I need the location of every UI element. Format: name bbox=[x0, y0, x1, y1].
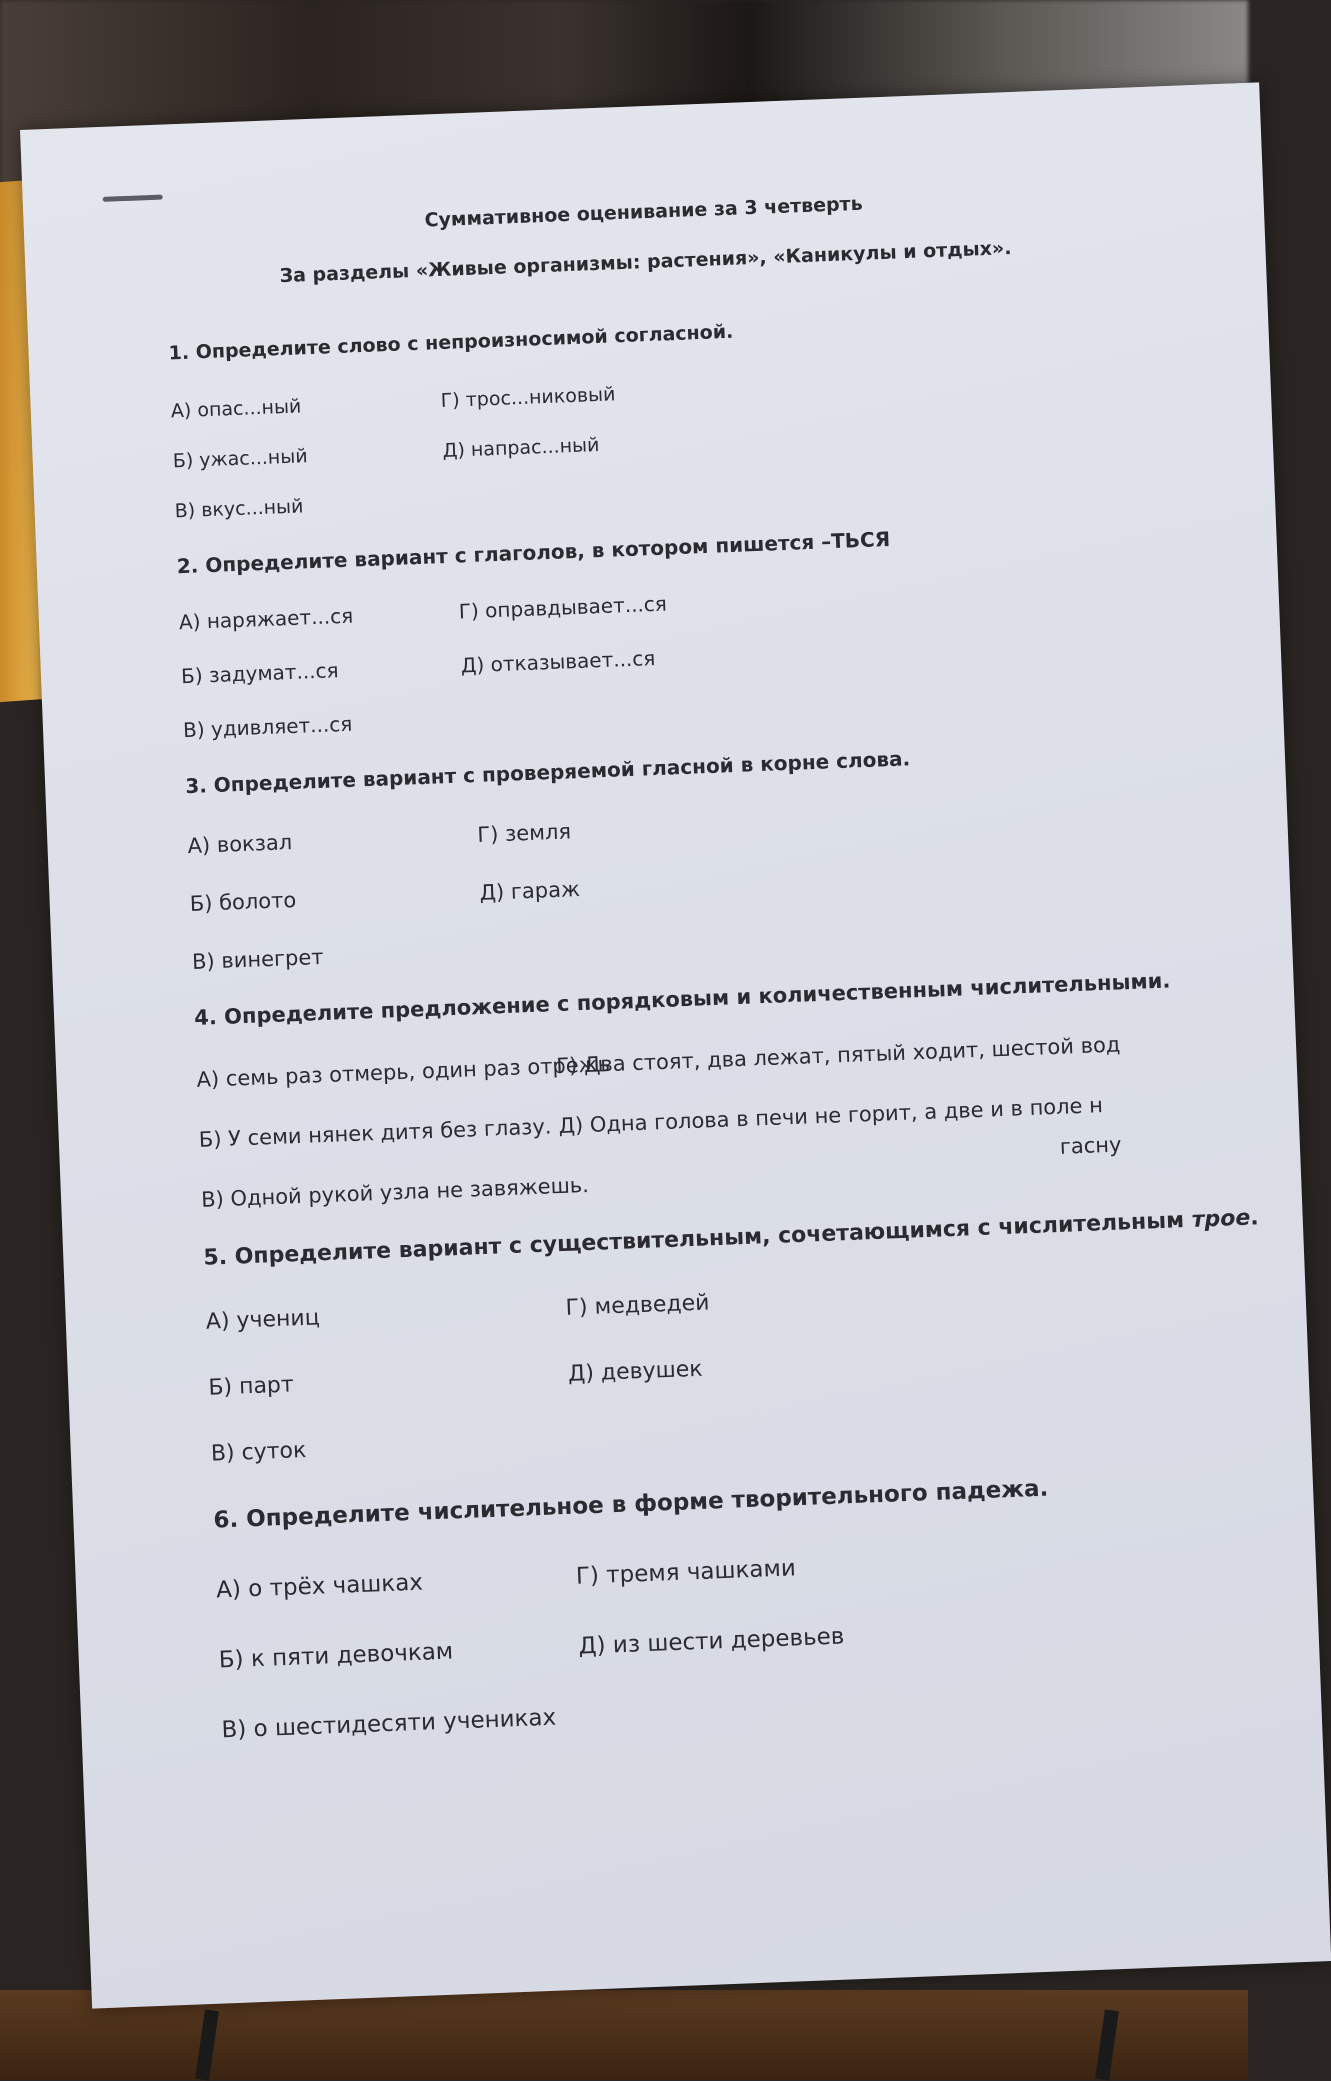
question-5-option-a: А) учениц bbox=[205, 1305, 321, 1335]
question-5-title-text: 5. Определите вариант с существительным, сочетающимся с числительным bbox=[202, 1208, 1185, 1271]
question-4-option-d: Г) Два стоят, два лежат, пятый ходит, шестой вод bbox=[555, 1032, 1121, 1079]
page-subtitle: За разделы «Живые организмы: растения», «Каникулы и отдых». bbox=[279, 237, 1012, 288]
question-5-option-c: В) суток bbox=[210, 1437, 307, 1467]
question-3-option-d: Г) земля bbox=[476, 819, 572, 847]
page-title: Суммативное оценивание за 3 четверть bbox=[424, 192, 864, 232]
question-1-title: 1. Определите слово с непроизносимой согласной. bbox=[168, 320, 734, 365]
question-6-option-b: Б) к пяти девочкам bbox=[218, 1638, 454, 1674]
question-3-option-b: Б) болото bbox=[189, 887, 297, 917]
question-1-option-c: В) вкус...ный bbox=[174, 495, 304, 523]
question-3-title: 3. Определите вариант с проверяемой гласной в корне слова. bbox=[184, 746, 911, 799]
question-6-option-d: Г) тремя чашками bbox=[575, 1555, 797, 1590]
question-5-option-d: Г) медведей bbox=[565, 1290, 710, 1321]
question-2-option-a: А) наряжает...ся bbox=[178, 603, 354, 635]
question-4-overflow-text: гасну bbox=[1059, 1132, 1122, 1159]
question-1-option-a: А) опас...ный bbox=[170, 395, 302, 423]
question-5-title-end: . bbox=[1249, 1205, 1260, 1231]
question-5-option-b: Б) парт bbox=[207, 1372, 295, 1401]
question-1-option-d: Г) трос...никовый bbox=[440, 383, 616, 413]
question-4-option-a: А) семь раз отмерь, один раз отрежь bbox=[196, 1052, 611, 1092]
worksheet-paper bbox=[20, 82, 1331, 2008]
question-6-option-c: В) о шестидесяти учениках bbox=[221, 1704, 557, 1744]
question-4-option-b: Б) У семи нянек дитя без глазу. bbox=[198, 1114, 552, 1152]
question-6-title: 6. Определите числительное в форме творительного падежа. bbox=[213, 1475, 1049, 1534]
question-3-option-a: А) вокзал bbox=[187, 830, 293, 859]
question-1-option-e: Д) напрас...ный bbox=[442, 434, 600, 463]
question-5-title-italic: трое bbox=[1191, 1205, 1251, 1233]
question-3-option-c: В) винегрет bbox=[191, 944, 324, 974]
question-6-option-a: А) о трёх чашках bbox=[215, 1569, 424, 1604]
question-2-option-e: Д) отказывает...ся bbox=[460, 646, 656, 678]
question-4-title: 4. Определите предложение с порядковым и количественным числительными. bbox=[193, 968, 1171, 1030]
question-4-option-e: Д) Одна голова в печи не горит, а две и в поле н bbox=[558, 1093, 1104, 1139]
question-6-option-e: Д) из шести деревьев bbox=[578, 1623, 845, 1660]
question-2-option-b: Б) задумат...ся bbox=[180, 658, 339, 689]
question-5-title bbox=[203, 1205, 1259, 1271]
question-1-option-b: Б) ужас...ный bbox=[172, 445, 308, 473]
question-4-option-c: В) Одной рукой узла не завяжешь. bbox=[200, 1172, 590, 1212]
question-5-option-e: Д) девушек bbox=[567, 1356, 704, 1387]
question-2-title: 2. Определите вариант с глаголов, в котором пишется –ТЬСЯ bbox=[176, 526, 891, 579]
question-2-option-d: Г) оправдывает...ся bbox=[458, 591, 668, 624]
worksheet-content bbox=[20, 82, 1331, 2008]
question-2-option-c: В) удивляет...ся bbox=[182, 711, 353, 743]
question-3-option-e: Д) гараж bbox=[479, 877, 581, 905]
